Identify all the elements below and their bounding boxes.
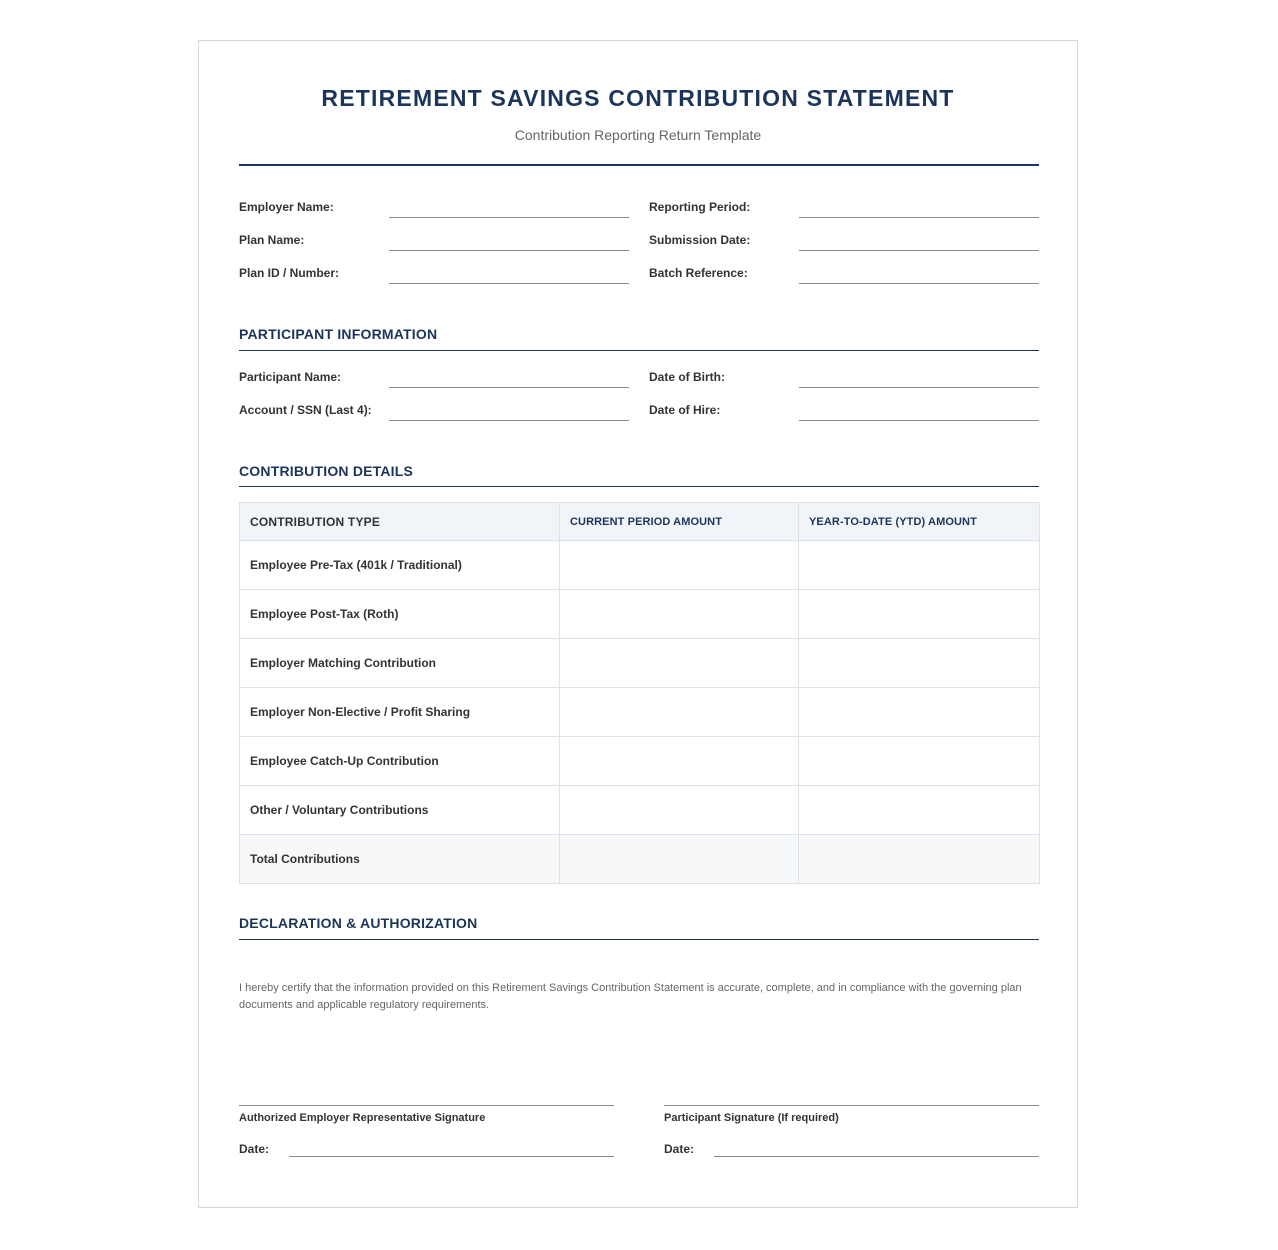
table-row <box>240 541 1040 590</box>
current-amount-cell[interactable] <box>560 737 799 786</box>
reporting-period-field <box>649 198 1039 218</box>
ytd-amount-cell[interactable] <box>799 786 1040 835</box>
ytd-amount-cell[interactable] <box>799 737 1040 786</box>
date-of-birth-input[interactable] <box>799 387 1039 388</box>
plan-name-label: Plan Name: <box>239 233 305 247</box>
account-ssn-label: Account / SSN (Last 4): <box>239 403 372 417</box>
participant-date-line[interactable] <box>714 1156 1039 1157</box>
date-of-hire-label: Date of Hire: <box>649 403 721 417</box>
contribution-type-cell: Employer Non-Elective / Profit Sharing <box>240 688 560 737</box>
declaration-text: I hereby certify that the information provided on this Retirement Savings Contribution Statement is accurate, complete, and in compliance with the governing plan documents and applicable regulatory requirements. <box>239 982 1022 1011</box>
date-of-hire-input[interactable] <box>799 420 1039 421</box>
batch-reference-input[interactable] <box>799 283 1039 284</box>
contribution-section-divider <box>239 486 1039 487</box>
date-of-birth-field <box>649 368 1039 388</box>
total-label-cell: Total Contributions <box>240 835 560 884</box>
current-amount-cell[interactable] <box>560 541 799 590</box>
account-ssn-input[interactable] <box>389 420 629 421</box>
ytd-amount-cell[interactable] <box>799 541 1040 590</box>
submission-date-label: Submission Date: <box>649 233 751 247</box>
employer-signature-label: Authorized Employer Representative Signature <box>239 1112 486 1124</box>
reporting-period-input[interactable] <box>799 217 1039 218</box>
participant-name-label: Participant Name: <box>239 370 342 384</box>
title-divider <box>239 164 1039 166</box>
column-header-current: CURRENT PERIOD AMOUNT <box>560 503 799 541</box>
batch-reference-label: Batch Reference: <box>649 266 748 280</box>
ytd-amount-cell[interactable] <box>799 639 1040 688</box>
plan-name-input[interactable] <box>389 250 629 251</box>
current-amount-cell[interactable] <box>560 639 799 688</box>
account-ssn-field <box>239 401 629 421</box>
column-header-ytd: YEAR-TO-DATE (YTD) AMOUNT <box>799 503 1040 541</box>
date-of-hire-field <box>649 401 1039 421</box>
employer-name-input[interactable] <box>389 217 629 218</box>
participant-section-divider <box>239 350 1039 351</box>
participant-name-field <box>239 368 629 388</box>
employer-date-line[interactable] <box>289 1156 614 1157</box>
batch-reference-field <box>649 264 1039 284</box>
table-row <box>240 737 1040 786</box>
participant-date-label: Date: <box>664 1142 695 1156</box>
document-subtitle: Contribution Reporting Return Template <box>514 127 762 143</box>
contribution-type-cell: Employee Post-Tax (Roth) <box>240 590 560 639</box>
table-row <box>240 786 1040 835</box>
document-title: RETIREMENT SAVINGS CONTRIBUTION STATEMENT <box>321 85 955 111</box>
table-row <box>240 590 1040 639</box>
employer-signature-line[interactable] <box>239 1105 614 1106</box>
table-row <box>240 639 1040 688</box>
total-row <box>240 835 1040 884</box>
plan-id-input[interactable] <box>389 283 629 284</box>
declaration-section-divider <box>239 939 1039 940</box>
participant-signature-line[interactable] <box>664 1105 1039 1106</box>
employer-date-label: Date: <box>239 1142 270 1156</box>
contribution-table <box>239 502 1040 884</box>
contribution-type-cell: Employee Pre-Tax (401k / Traditional) <box>240 541 560 590</box>
plan-id-label: Plan ID / Number: <box>239 266 340 280</box>
contribution-table-header <box>240 503 1040 541</box>
contribution-type-cell: Other / Voluntary Contributions <box>240 786 560 835</box>
total-current-cell[interactable] <box>560 835 799 884</box>
current-amount-cell[interactable] <box>560 590 799 639</box>
current-amount-cell[interactable] <box>560 786 799 835</box>
submission-date-input[interactable] <box>799 250 1039 251</box>
reporting-period-label: Reporting Period: <box>649 200 751 214</box>
form-page <box>198 40 1078 1208</box>
date-of-birth-label: Date of Birth: <box>649 370 725 384</box>
current-amount-cell[interactable] <box>560 688 799 737</box>
ytd-amount-cell[interactable] <box>799 590 1040 639</box>
employer-name-label: Employer Name: <box>239 200 334 214</box>
contribution-type-cell: Employer Matching Contribution <box>240 639 560 688</box>
ytd-amount-cell[interactable] <box>799 688 1040 737</box>
total-ytd-cell[interactable] <box>799 835 1040 884</box>
submission-date-field <box>649 231 1039 251</box>
employer-name-field <box>239 198 629 218</box>
participant-signature-label: Participant Signature (If required) <box>664 1112 839 1124</box>
column-header-type: CONTRIBUTION TYPE <box>240 503 560 541</box>
table-row <box>240 688 1040 737</box>
contribution-type-cell: Employee Catch-Up Contribution <box>240 737 560 786</box>
declaration-section-title: DECLARATION & AUTHORIZATION <box>239 915 478 931</box>
plan-id-field <box>239 264 629 284</box>
participant-name-input[interactable] <box>389 387 629 388</box>
contribution-section-title: CONTRIBUTION DETAILS <box>239 463 414 479</box>
participant-section-title: PARTICIPANT INFORMATION <box>239 326 438 342</box>
plan-name-field <box>239 231 629 251</box>
